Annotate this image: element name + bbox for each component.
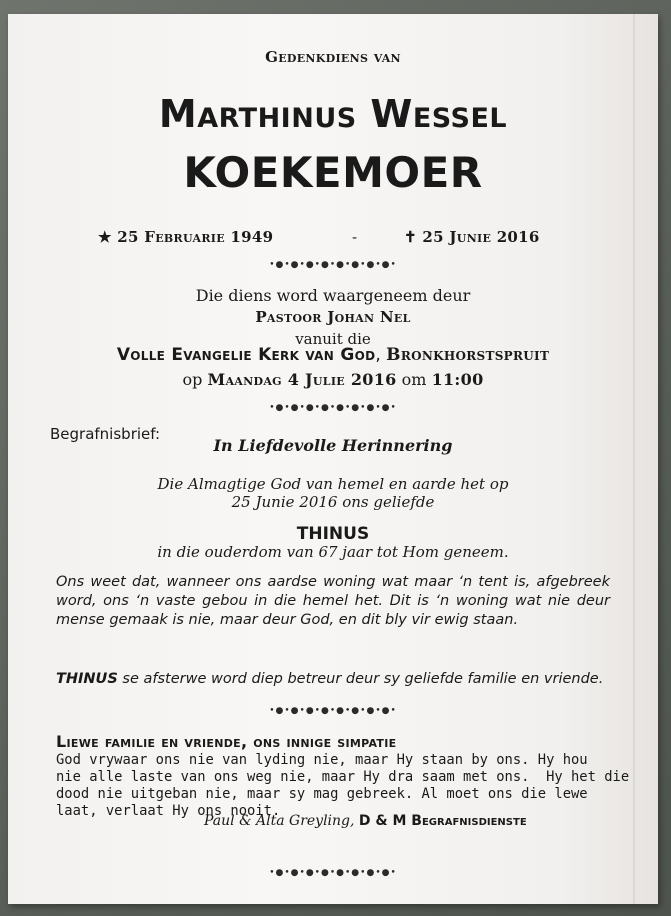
deceased-surname: KOEKEMOER bbox=[183, 148, 483, 197]
deceased-first-names: Marthinus Wessel bbox=[158, 92, 508, 136]
signature bbox=[204, 813, 527, 829]
pastor-name: Pastoor Johan Nel bbox=[255, 308, 411, 326]
ornament-divider: •●•●•●•●•●•●•●•●• bbox=[269, 260, 397, 270]
nickname: THINUS bbox=[296, 524, 370, 544]
mourning-paragraph bbox=[56, 670, 610, 689]
service-from: vanuit die bbox=[295, 330, 371, 348]
church-comma: , bbox=[375, 345, 387, 365]
death-date bbox=[404, 228, 540, 246]
condolence-line: God vrywaar ons nie van lyding nie, maar Hy staan by ons. Hy hou bbox=[56, 752, 588, 768]
age-line: in die ouderdom van 67 jaar tot Hom geneem. bbox=[157, 543, 509, 561]
cross-icon: ✝ bbox=[404, 228, 417, 246]
star-icon: ★ bbox=[98, 228, 112, 246]
at-word: om bbox=[401, 370, 427, 389]
letter-line-1: Die Almagtige God van hemel en aarde het op bbox=[157, 475, 509, 493]
church-line bbox=[8, 345, 658, 365]
birth-date bbox=[98, 228, 273, 246]
church-name: Volle Evangelie Kerk van God bbox=[116, 345, 376, 365]
church-location: Bronkhorstspruit bbox=[386, 345, 550, 365]
mourning-text: se afsterwe word diep betreur deur sy geliefde familie en vriende. bbox=[117, 671, 604, 687]
mourning-name: THINUS bbox=[56, 671, 118, 687]
letter-line-2: 25 Junie 2016 ons geliefde bbox=[231, 493, 435, 511]
on-word: op bbox=[182, 370, 203, 389]
letter-label: Begrafnisbrief: bbox=[50, 425, 161, 443]
condolence-heading: Liewe familie en vriende, ons innige simpatie bbox=[56, 732, 397, 751]
letter-subtitle: In Liefdevolle Herinnering bbox=[213, 436, 453, 455]
condolence-line: dood nie uitgeban nie, maar sy mag gebreek. Al moet ons die lewe bbox=[56, 786, 588, 802]
service-intro: Die diens word waargeneem deur bbox=[195, 286, 471, 305]
service-when bbox=[8, 370, 658, 389]
date-separator: - bbox=[352, 228, 358, 246]
service-time: 11:00 bbox=[431, 370, 484, 389]
death-date-text: 25 Junie 2016 bbox=[422, 228, 540, 246]
birth-date-text: 25 Februarie 1949 bbox=[117, 228, 274, 246]
condolence-line: laat, verlaat Hy ons nooit. bbox=[56, 803, 281, 819]
ornament-divider: •●•●•●•●•●•●•●•●• bbox=[269, 706, 397, 716]
condolence-line: nie alle laste van ons weg nie, maar Hy dra saam met ons. Hy het die bbox=[56, 769, 630, 785]
memorial-heading: Gedenkdiens van bbox=[265, 48, 401, 66]
ornament-divider: •●•●•●•●•●•●•●•●• bbox=[269, 403, 397, 413]
signature-names: Paul & Alta Greyling, bbox=[204, 813, 355, 829]
scripture-paragraph: Ons weet dat, wanneer ons aardse woning wat maar ‘n tent is, afgebreek word, ons ‘n vaste gebou in die hemel het. Dit is ‘n woning wat nie deur mense gemaak is nie, maar deur God, en dit bly vir ewig staan. bbox=[56, 574, 610, 628]
service-day: Maandag 4 Julie 2016 bbox=[207, 370, 397, 389]
condolence-body bbox=[56, 752, 630, 820]
funeral-firm: D & M Begrafnisdienste bbox=[358, 813, 527, 829]
ornament-divider: •●•●•●•●•●•●•●•●• bbox=[269, 868, 397, 878]
